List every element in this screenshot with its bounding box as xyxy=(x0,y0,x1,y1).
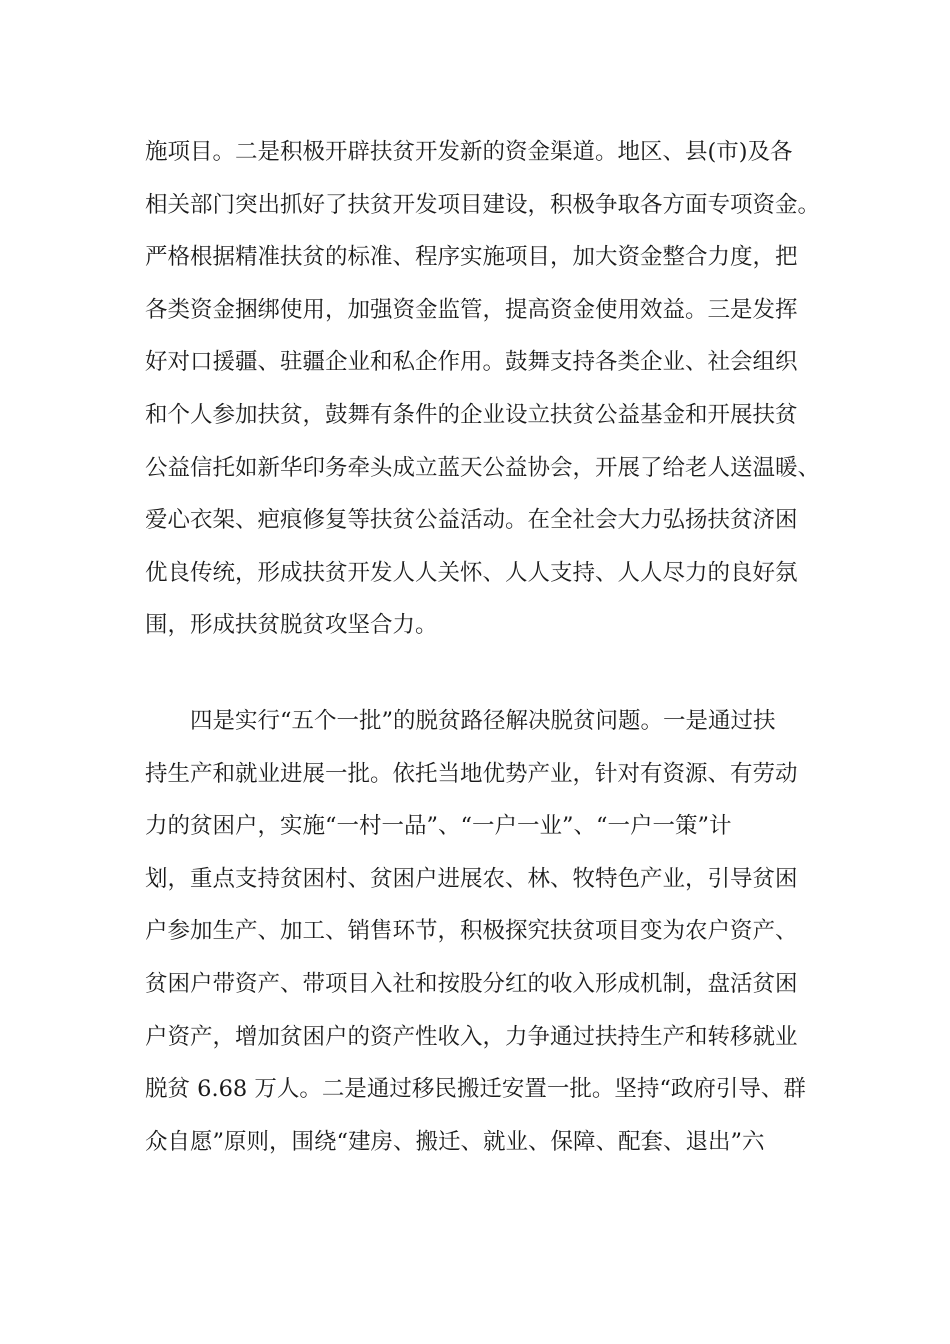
paragraph-line: 户参加生产、加工、销售环节，积极探究扶贫项目变为农户资产、 xyxy=(145,918,798,945)
paragraph-line: 爱心衣架、疤痕修复等扶贫公益活动。在全社会大力弘扬扶贫济困 xyxy=(145,507,798,534)
paragraph-line: 各类资金捆绑使用，加强资金监管，提高资金使用效益。三是发挥 xyxy=(145,296,798,323)
paragraph-2 xyxy=(145,695,825,1168)
paragraph-line: 贫困户带资产、带项目入社和按股分红的收入形成机制，盘活贫困 xyxy=(145,970,798,997)
paragraph-line: 户资产，增加贫困户的资产性收入，力争通过扶持生产和转移就业 xyxy=(145,1023,798,1050)
paragraph-line: 划，重点支持贫困村、贫困户进展农、林、牧特色产业，引导贫困 xyxy=(145,865,798,892)
paragraph-line: 脱贫 6.68 万人。二是通过移民搬迁安置一批。坚持“政府引导、群 xyxy=(145,1076,806,1103)
paragraph-line: 公益信托如新华印务牵头成立蓝天公益协会，开展了给老人送温暖、 xyxy=(145,454,821,481)
paragraph-line: 力的贫困户，实施“一村一品”、“一户一业”、“一户一策”计 xyxy=(145,813,732,840)
paragraph-line: 好对口援疆、驻疆企业和私企作用。鼓舞支持各类企业、社会组织 xyxy=(145,349,798,376)
paragraph-line: 四是实行“五个一批”的脱贫路径解决脱贫问题。一是通过扶 xyxy=(190,708,776,734)
paragraph-line: 相关部门突出抓好了扶贫开发项目建设，积极争取各方面专项资金。 xyxy=(145,191,821,218)
paragraph-line: 众自愿”原则，围绕“建房、搬迁、就业、保障、配套、退出”六 xyxy=(145,1128,765,1155)
paragraph-line: 围，形成扶贫脱贫攻坚合力。 xyxy=(145,612,438,639)
paragraph-line: 和个人参加扶贫，鼓舞有条件的企业设立扶贫公益基金和开展扶贫 xyxy=(145,401,798,428)
paragraph-line: 持生产和就业进展一批。依托当地优势产业，针对有资源、有劳动 xyxy=(145,760,798,787)
paragraph-1 xyxy=(145,126,825,652)
paragraph-line: 施项目。二是积极开辟扶贫开发新的资金渠道。地区、县(市)及各 xyxy=(145,139,793,165)
paragraph-line: 严格根据精准扶贫的标准、程序实施项目，加大资金整合力度，把 xyxy=(145,244,798,271)
paragraph-line: 优良传统，形成扶贫开发人人关怀、人人支持、人人尽力的良好氛 xyxy=(145,559,798,586)
